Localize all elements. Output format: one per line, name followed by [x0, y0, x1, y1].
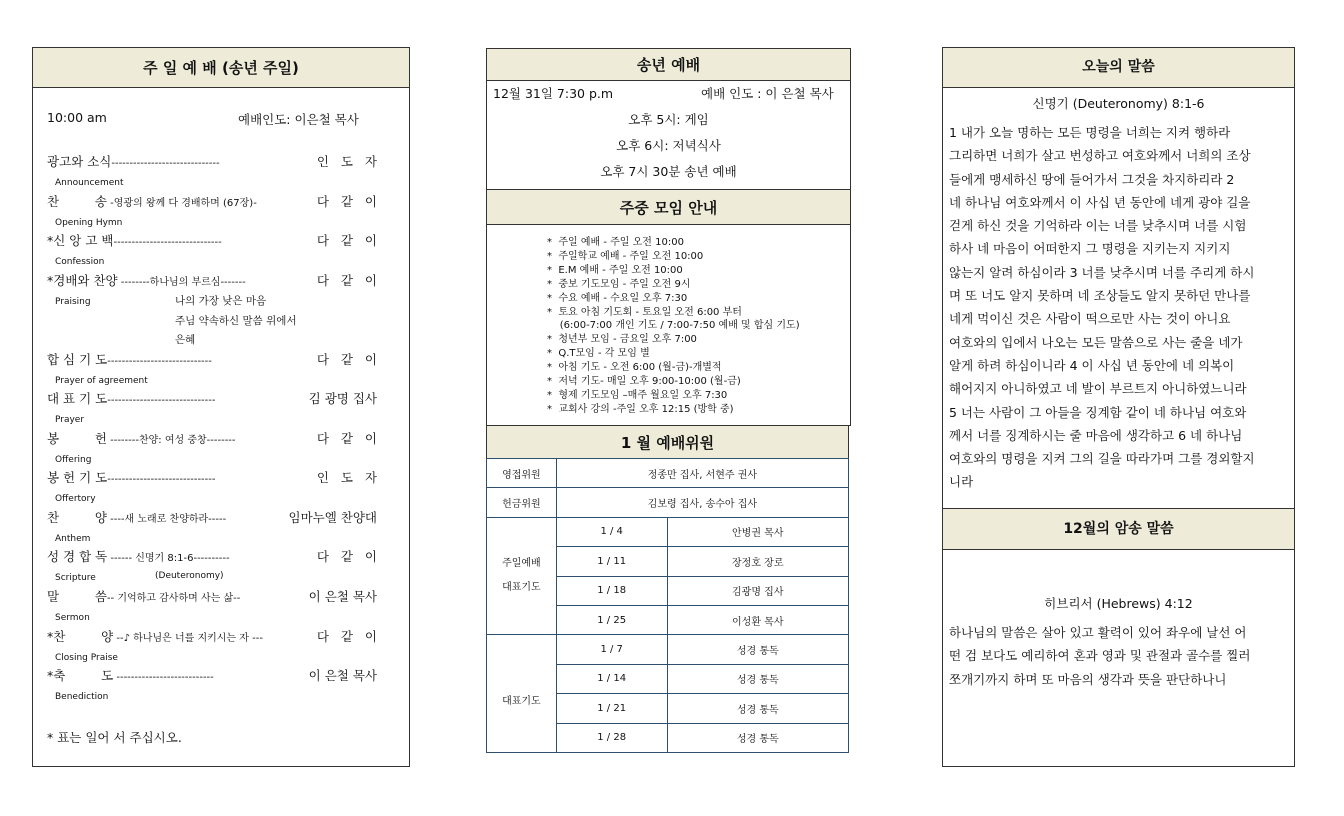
- schedule-item: 오후 5시: 게임: [628, 112, 709, 127]
- order-item-leader: 이 은철 목사: [308, 668, 377, 683]
- year-end-title: 송년 예배: [486, 48, 851, 81]
- order-item-english: Benediction: [55, 692, 109, 702]
- order-item-detail: ------ 신명기 8:1-6----------: [107, 553, 230, 564]
- roster-label-line: 주일예배: [502, 558, 541, 570]
- roster-person: 성경 통독: [667, 723, 848, 752]
- order-item-english: Prayer: [55, 415, 85, 425]
- order-item-detail: ------------------------------: [111, 158, 220, 169]
- praising-line: 주님 약속하신 말씀 위에서: [175, 315, 297, 327]
- order-item: [47, 627, 377, 663]
- order-item: [47, 429, 377, 465]
- scripture-panel: [942, 47, 1295, 767]
- order-item-name: 대 표 기 도: [47, 391, 108, 406]
- gathering-item: * 중보 기도모임 - 주일 오전 9시: [547, 278, 691, 290]
- roster-title: 1 월 예배위원: [486, 425, 849, 459]
- order-row: [47, 627, 377, 645]
- roster-label: 영접위원: [487, 459, 557, 488]
- text-line: 걷게 하신 것을 기억하라 이는 너를 낮추시며 너를 시험: [949, 218, 1247, 234]
- order-item-detail: --♪ 하나님은 너를 지키시는 자 ---: [113, 633, 263, 644]
- roster-person: 성경 통독: [667, 664, 848, 693]
- order-item-leader: 다 같 이: [316, 233, 377, 248]
- scripture-reference: 신명기 (Deuteronomy) 8:1-6: [1032, 96, 1205, 111]
- order-row: [47, 666, 377, 684]
- roster-cell: 정종만 집사, 서현주 권사: [556, 459, 848, 488]
- memory-verse-reference: 히브리서 (Hebrews) 4:12: [1044, 596, 1193, 611]
- order-item-english: Announcement: [55, 178, 124, 188]
- order-item-leader: 이 은철 목사: [308, 589, 377, 604]
- year-end-panel: [486, 48, 851, 748]
- text-line: 네 하나님 여호와께서 이 사십 년 동안에 네게 광야 길을: [949, 194, 1251, 210]
- order-item-english: Sermon: [55, 613, 90, 623]
- text-line: 1 내가 오늘 명하는 모든 명령을 너희는 지켜 행하라: [949, 125, 1231, 140]
- order-item: [47, 468, 377, 504]
- roster-label: 대표기도: [487, 635, 557, 753]
- order-item-leader: 다 같 이: [316, 352, 377, 367]
- order-item-english: Opening Hymn: [55, 218, 123, 228]
- text-line: 해어지지 아니하였고 네 발이 부르트지 아니하였느니라: [949, 381, 1247, 397]
- order-item-english: Praising: [55, 297, 91, 307]
- order-item-name: 봉 헌 기 도: [47, 470, 108, 485]
- order-item-leader: 인 도 자: [316, 470, 377, 485]
- roster-date: 1 / 18: [556, 576, 667, 605]
- roster-person: 김광명 집사: [667, 576, 848, 605]
- memory-verse-text: [949, 621, 1291, 691]
- service-leader: 예배인도: 이은철 목사: [238, 112, 359, 127]
- roster-table: [486, 458, 849, 753]
- order-item: [47, 389, 377, 425]
- roster-label-line: 대표기도: [502, 582, 541, 594]
- service-date: 12월 31일 7:30 p.m: [493, 86, 614, 101]
- gathering-item: * Q.T모임 - 각 모임 별: [547, 348, 650, 360]
- praising-line: 은혜: [175, 334, 196, 346]
- table-row: [487, 459, 849, 488]
- roster-label: [487, 517, 557, 635]
- scripture-english: (Deuteronomy): [155, 571, 224, 581]
- gathering-item: * 형제 기도모임 –매주 월요일 오후 7:30: [547, 389, 728, 401]
- order-item-name: *경배와 찬양: [47, 273, 118, 288]
- order-item-name: 말 씀: [47, 589, 107, 604]
- memory-verse-title: 12월의 암송 말씀: [943, 508, 1294, 550]
- order-item-name: 봉 헌: [47, 431, 107, 446]
- order-item-name: 성 경 합 독: [47, 549, 108, 564]
- order-item-leader: 다 같 이: [316, 549, 377, 564]
- scripture-text: [949, 121, 1291, 494]
- text-line: 며 또 너도 알지 못하며 네 조상들도 알지 못하던 만나를: [949, 288, 1251, 304]
- order-item: [47, 152, 377, 188]
- order-item-detail: ----새 노래로 찬양하라-----: [106, 514, 227, 525]
- order-item-name: *찬 양: [47, 629, 114, 644]
- order-row: [47, 350, 377, 368]
- gathering-item: * 교회사 강의 -주일 오후 12:15 (방학 중): [547, 403, 734, 415]
- order-item-detail: -- 기억하고 감사하며 사는 삶--: [106, 593, 241, 604]
- service-time: 10:00 am: [47, 110, 107, 125]
- roster-date: 1 / 21: [556, 694, 667, 723]
- text-line: 떤 검 보다도 예리하여 혼과 영과 및 관절과 골수를 찔러: [949, 648, 1251, 664]
- order-item-name: *신 앙 고 백: [47, 233, 114, 248]
- text-line: 알게 하려 하심이니라 4 이 사십 년 동안에 네 의복이: [949, 357, 1235, 373]
- roster-date: 1 / 7: [556, 635, 667, 664]
- gathering-item: * 주일 예배 - 주일 오전 10:00: [547, 237, 684, 248]
- order-item-name: 찬 양: [47, 510, 107, 525]
- order-item: [47, 192, 377, 228]
- order-row: [47, 587, 377, 605]
- schedule-item: 오후 7시 30분 송년 예배: [600, 164, 737, 179]
- order-row: [47, 231, 377, 249]
- roster-person: 안병권 목사: [667, 517, 848, 546]
- order-item-leader: 다 같 이: [316, 194, 377, 209]
- order-item-english: Scripture: [55, 573, 96, 583]
- order-item-detail: -영광의 왕께 다 경배하며 (67장)-: [106, 198, 257, 209]
- praising-line: 나의 가장 낮은 마음: [175, 295, 267, 307]
- standing-note: * 표는 일어 서 주십시오.: [47, 730, 182, 745]
- gatherings-box: [486, 224, 851, 426]
- order-item-leader: 다 같 이: [316, 431, 377, 446]
- roster-person: 장정호 장로: [667, 547, 848, 576]
- order-row: [47, 468, 377, 486]
- roster-label: 헌금위원: [487, 488, 557, 517]
- order-item: [47, 587, 377, 623]
- roster-cell: 김보령 집사, 송수아 집사: [556, 488, 848, 517]
- order-item: [47, 508, 377, 544]
- text-line: 께서 너를 징계하시는 줄 마음에 생각하고 6 네 하나님: [949, 427, 1243, 443]
- text-line: 그리하면 너희가 살고 번성하고 여호와께서 너희의 조상: [949, 148, 1251, 164]
- order-item-name: 합 심 기 도: [47, 352, 108, 367]
- service-leader: 예배 인도 : 이 은철 목사: [701, 86, 834, 101]
- order-item-leader: 다 같 이: [312, 273, 377, 288]
- order-item-detail: --------하나님의 부르심-------: [117, 277, 246, 288]
- roster-date: 1 / 14: [556, 664, 667, 693]
- table-row: [487, 635, 849, 664]
- order-item-detail: ------------------------------: [113, 237, 222, 248]
- order-item-leader: 김 광명 집사: [308, 391, 377, 406]
- roster-date: 1 / 11: [556, 547, 667, 576]
- roster-person: 성경 통독: [667, 635, 848, 664]
- worship-order-panel: [32, 47, 410, 767]
- order-item: [47, 350, 377, 386]
- order-row: [47, 547, 377, 565]
- order-item-leader: 인 도 자: [316, 154, 377, 169]
- order-item-detail: ------------------------------: [107, 474, 216, 485]
- order-item-name: 광고와 소식: [47, 154, 112, 169]
- gathering-item: * E.M 예배 - 주일 오전 10:00: [547, 264, 683, 276]
- text-line: 하사 네 마음이 어떠한지 그 명령을 지키는지 지키지: [949, 241, 1231, 257]
- order-item-detail: --------찬양: 여성 중창--------: [106, 435, 236, 446]
- table-row: [487, 517, 849, 546]
- order-item-name: 찬 송: [47, 194, 107, 209]
- order-item-english: Closing Praise: [55, 653, 118, 663]
- gathering-item: * 수요 예배 - 수요일 오후 7:30: [547, 292, 688, 304]
- order-row: [47, 429, 377, 447]
- text-line: 니라: [949, 474, 974, 490]
- order-item-english: Anthem: [55, 534, 91, 544]
- text-line: 네게 먹이신 것은 사람이 떡으로만 사는 것이 아니요: [949, 311, 1231, 327]
- text-line: 하나님의 말씀은 살아 있고 활력이 있어 좌우에 날선 어: [949, 625, 1247, 640]
- order-item-english: Prayer of agreement: [55, 376, 148, 386]
- order-item-detail: ------------------------------: [107, 395, 216, 406]
- order-row: [47, 508, 377, 526]
- table-row: [487, 488, 849, 517]
- year-end-box: [486, 80, 851, 190]
- roster-person: 성경 통독: [667, 694, 848, 723]
- schedule-item: 오후 6시: 저녁식사: [616, 138, 721, 153]
- order-item-leader: 임마누엘 찬양대: [288, 510, 377, 525]
- text-line: 여호와의 입에서 나오는 모든 말씀으로 사는 줄을 네가: [949, 334, 1243, 350]
- roster-date: 1 / 28: [556, 723, 667, 752]
- text-line: 쪼개기까지 하며 또 마음의 생각과 뜻을 판단하나니: [949, 671, 1227, 687]
- roster-person: 이성환 목사: [667, 605, 848, 634]
- order-item: [47, 231, 377, 267]
- order-item-name: *축 도: [47, 668, 114, 683]
- order-item: [47, 666, 377, 702]
- order-row: [47, 192, 377, 210]
- gathering-item: * 주일학교 예배 - 주일 오전 10:00: [547, 250, 704, 262]
- gathering-item: * 토요 아침 기도회 - 토요일 오전 6:00 부터: [547, 306, 742, 318]
- text-line: 5 너는 사람이 그 아들을 징계함 같이 네 하나님 여호와: [949, 404, 1247, 420]
- text-line: 않는지 알려 하심이라 3 너를 낮추시며 너를 주리게 하시: [949, 264, 1255, 280]
- order-item-english: Confession: [55, 257, 105, 267]
- roster-date: 1 / 25: [556, 605, 667, 634]
- worship-title: 주 일 예 배 (송년 주일): [33, 48, 409, 88]
- order-row: [47, 389, 377, 407]
- order-item-detail: -----------------------------: [107, 356, 216, 367]
- todays-word-title: 오늘의 말씀: [943, 48, 1294, 88]
- order-item-english: Offering: [55, 455, 92, 465]
- gathering-item: * 청년부 모임 - 금요일 오후 7:00: [547, 334, 697, 346]
- order-row: [47, 271, 377, 289]
- order-item-detail: ---------------------------: [113, 672, 221, 683]
- gatherings-title: 주중 모임 안내: [486, 189, 851, 225]
- roster-date: 1 / 4: [556, 517, 667, 546]
- text-line: 여호와의 명령을 지켜 그의 길을 따라가며 그를 경외할지: [949, 451, 1255, 467]
- gathering-item: * 아침 기도 - 오전 6:00 (월-금)-개별적: [547, 362, 722, 374]
- order-row: [47, 152, 377, 170]
- order-item-leader: 다 같 이: [316, 629, 377, 644]
- order-item-english: Offertory: [55, 494, 96, 504]
- gathering-item: (6:00-7:00 개인 기도 / 7:00-7:50 예배 및 합심 기도): [547, 320, 800, 332]
- text-line: 들에게 맹세하신 땅에 들어가서 그것을 차지하리라 2: [949, 171, 1235, 187]
- gathering-item: * 저녁 기도- 매일 오후 9:00-10:00 (월-금): [547, 376, 741, 387]
